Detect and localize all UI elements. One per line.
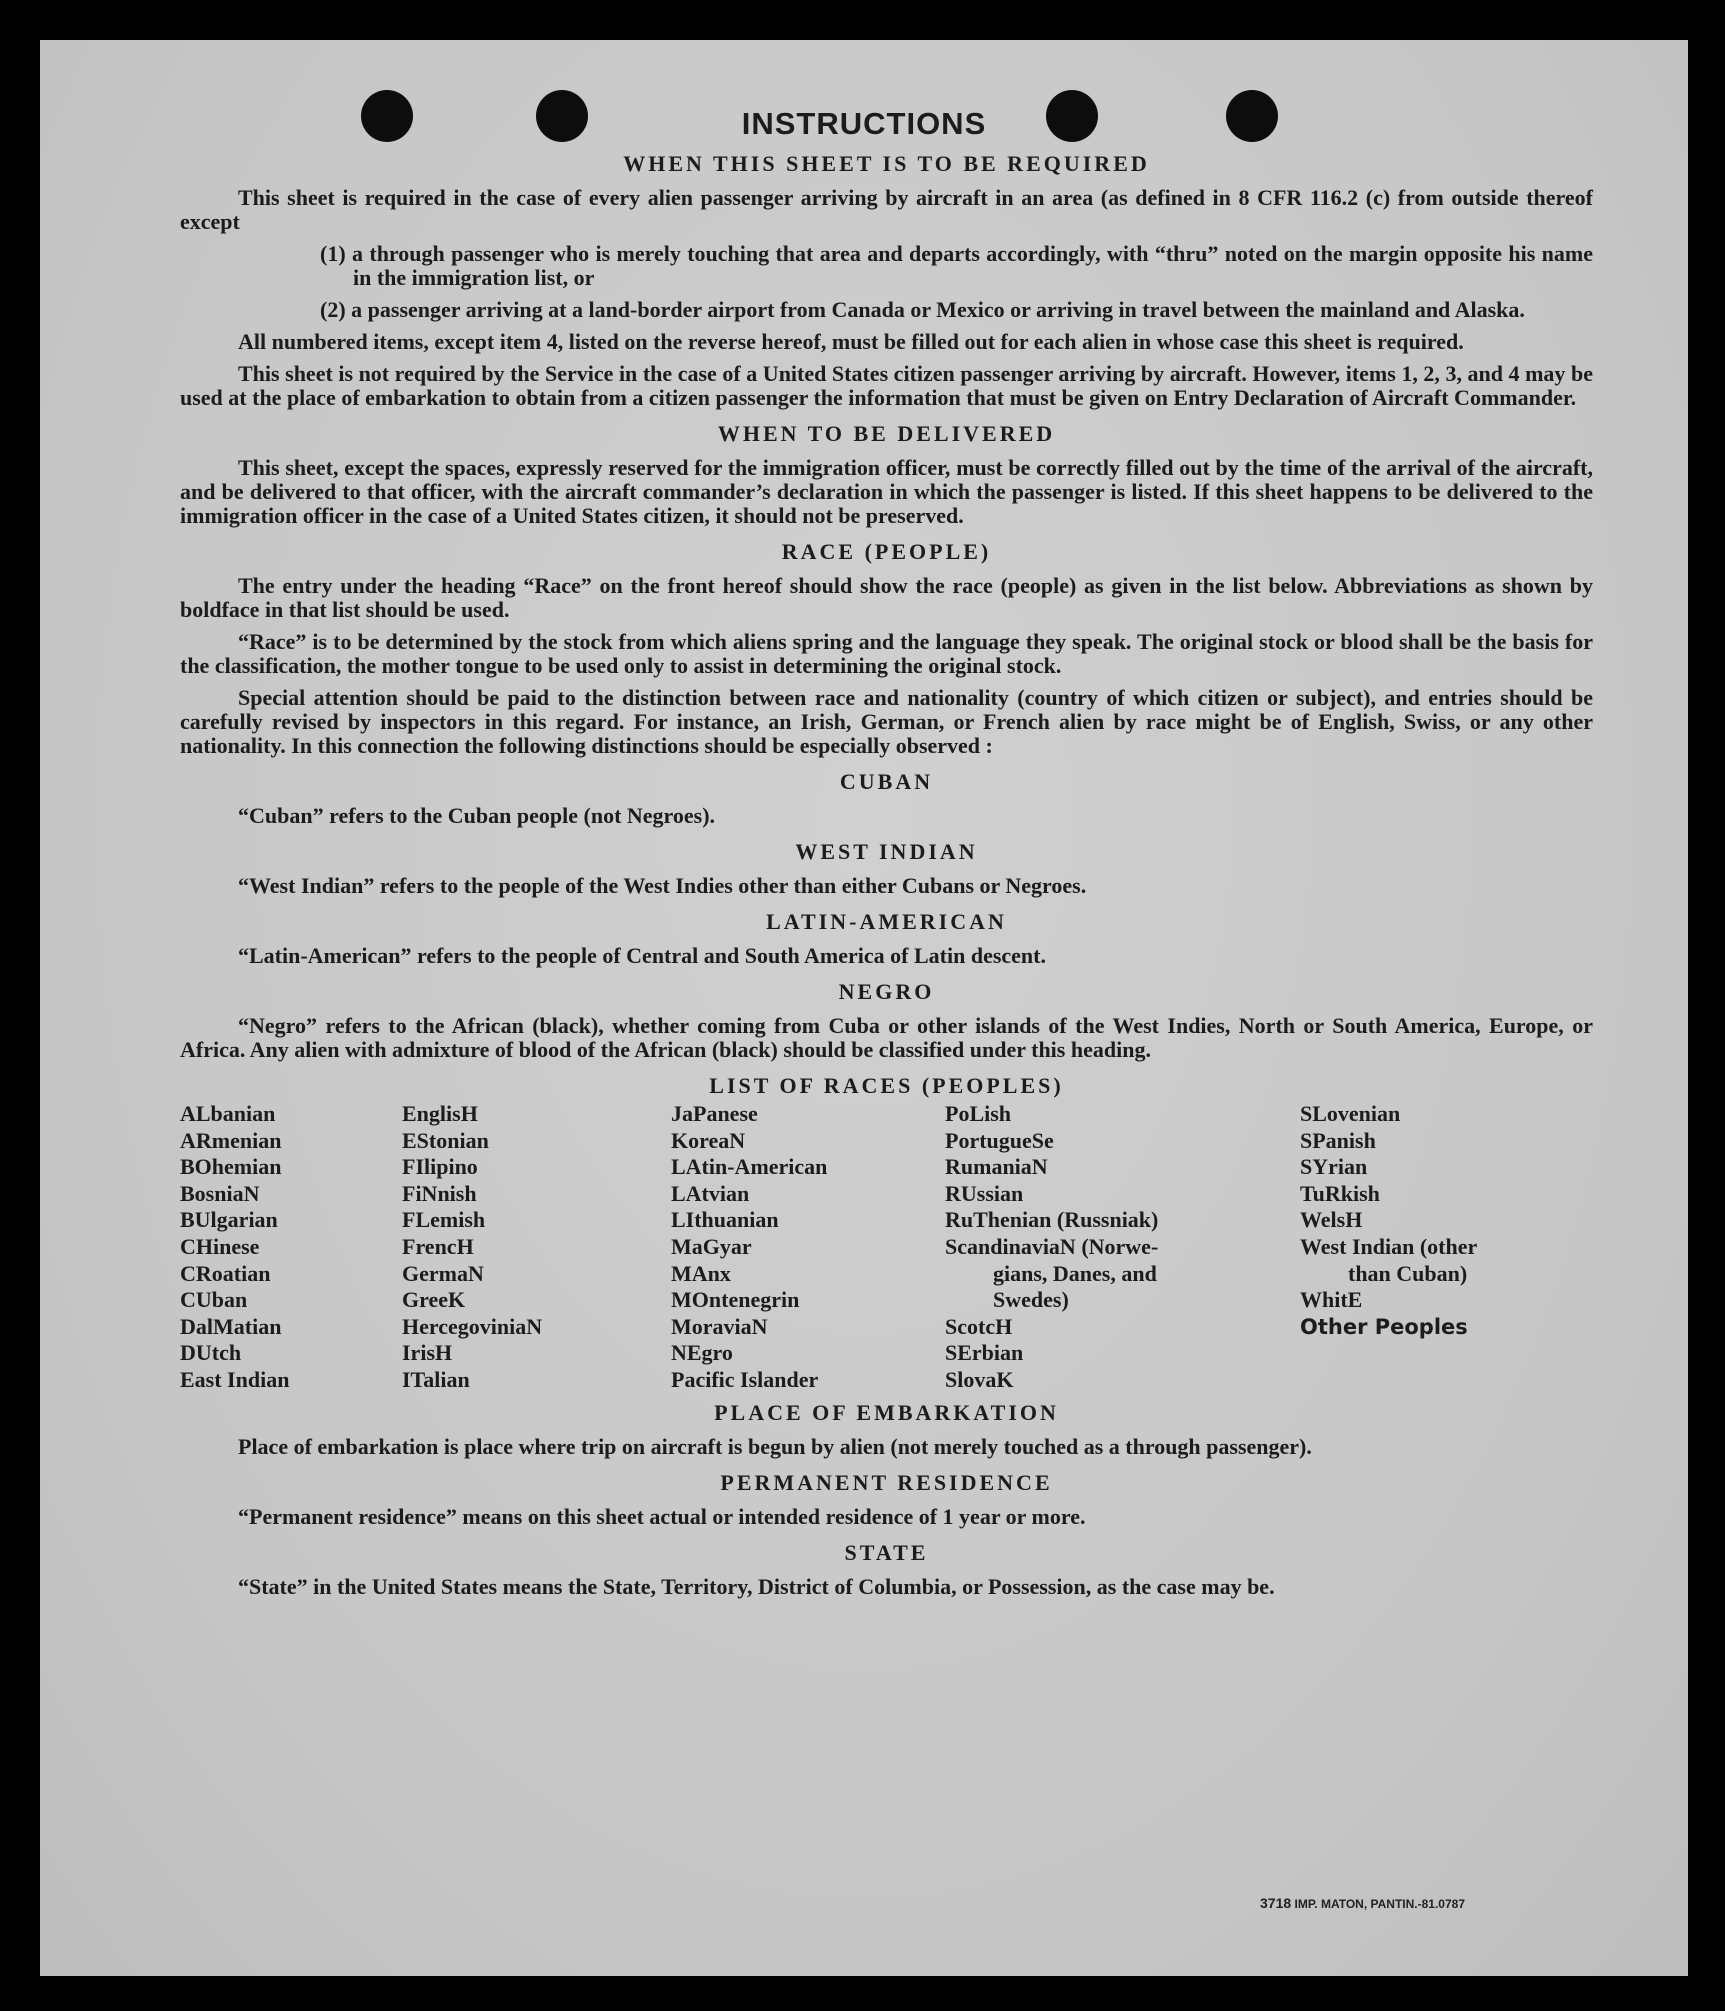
race-entry-continued: gians, Danes, and [993, 1260, 1157, 1286]
heading-delivered: WHEN TO BE DELIVERED [717, 421, 1056, 446]
race-entry: Pacific Islander [671, 1366, 819, 1392]
required-p2: All numbered items, except item 4, listed on the reverse hereof, must be filled out for each alien in whose case this sheet is required. [238, 329, 1464, 354]
races-column [1300, 1102, 1590, 1395]
race-entry: FLemish [402, 1207, 486, 1233]
race-entry: WelsH [1300, 1207, 1363, 1233]
race-entry: BosniaN [180, 1180, 260, 1206]
race-p3: Special attention should be paid to the distinction between race and nationality (country of which citizen or subject), and entries should be carefully revised by inspectors in this regard. For instance, an Irish, German, or French alien by race might be of English, Swiss, or any other nationality. In this connection the following distinctions should be especially observed : [180, 685, 1593, 758]
race-entry: GermaN [402, 1260, 484, 1286]
races-column [402, 1102, 671, 1395]
heading-embarkation: PLACE OF EMBARKATION [714, 1399, 1059, 1425]
race-entry: ScandinaviaN (Norwe- [945, 1233, 1159, 1259]
race-entry: Other Peoples [1300, 1314, 1468, 1339]
race-entry: ITalian [402, 1366, 470, 1392]
required-item-1: (1) a through passenger who is merely touching that area and departs accordingly, with “thru” noted on the margin opposite his name in the immigration list, or [320, 241, 1593, 290]
heading-race: RACE (PEOPLE) [781, 539, 992, 564]
race-entry: WhitE [1300, 1287, 1363, 1313]
required-item-2: (2) a passenger arriving at a land-border airport from Canada or Mexico or arriving in travel between the mainland and Alaska. [320, 297, 1525, 322]
races-column [945, 1102, 1300, 1395]
race-entry: JaPanese [671, 1101, 758, 1126]
race-entry: LAtin-American [671, 1154, 828, 1180]
race-entry: SLovenian [1300, 1101, 1401, 1126]
race-entry: MaGyar [671, 1233, 752, 1259]
embarkation-text: Place of embarkation is place where trip on aircraft is begun by alien (not merely touched as a through passenger). [238, 1433, 1312, 1459]
race-entry: PortugueSe [945, 1127, 1054, 1153]
race-entry: ScotcH [945, 1313, 1013, 1339]
race-entry: RuThenian (Russniak) [945, 1207, 1159, 1233]
races-table [180, 1102, 1593, 1395]
race-entry: SlovaK [945, 1366, 1014, 1392]
race-entry: RUssian [945, 1180, 1024, 1206]
state-text: “State” in the United States means the State, Territory, District of Columbia, or Possession, as the case may be. [238, 1573, 1275, 1599]
heading-required: WHEN THIS SHEET IS TO BE REQUIRED [623, 151, 1150, 176]
race-entry: BUlgarian [180, 1207, 278, 1233]
permanent-residence-text: “Permanent residence” means on this sheet actual or intended residence of 1 year or more. [238, 1503, 1086, 1529]
page-title: INSTRUCTIONS [741, 106, 987, 141]
race-entry-continued: than Cuban) [1348, 1260, 1468, 1286]
race-entry: DalMatian [180, 1313, 282, 1339]
race-p1: The entry under the heading “Race” on the front hereof should show the race (people) as given in the list below. Abbreviations as shown by boldface in that list should be used. [180, 573, 1593, 622]
race-entry: IrisH [402, 1340, 453, 1366]
race-entry: FrencH [402, 1233, 474, 1259]
heading-west-indian: WEST INDIAN [795, 839, 978, 864]
race-entry-continued: Swedes) [993, 1287, 1069, 1313]
race-entry: East Indian [180, 1366, 290, 1392]
race-entry: HercegoviniaN [402, 1313, 543, 1339]
cuban-text: “Cuban” refers to the Cuban people (not Negroes). [238, 803, 716, 828]
races-column [671, 1102, 945, 1395]
race-entry: DUtch [180, 1340, 242, 1366]
required-p3: This sheet is not required by the Service in the case of a United States citizen passenger arriving by aircraft. However, items 1, 2, 3, and 4 may be used at the place of embarkation to obtain from a citizen passenger the information that must be given on Entry Declaration of Aircraft Commander. [180, 361, 1593, 410]
heading-state: STATE [844, 1539, 929, 1565]
race-entry: BOhemian [180, 1154, 282, 1180]
race-entry: NEgro [671, 1340, 733, 1366]
heading-permanent-residence: PERMANENT RESIDENCE [720, 1469, 1053, 1495]
form-number: 3718 [1260, 1895, 1292, 1911]
race-entry: CUban [180, 1287, 248, 1313]
heading-negro: NEGRO [838, 979, 935, 1004]
race-entry: MoraviaN [671, 1313, 768, 1339]
race-entry: EnglisH [402, 1101, 478, 1126]
race-entry: MAnx [671, 1260, 731, 1286]
race-entry: SErbian [945, 1340, 1024, 1366]
race-entry: FIlipino [402, 1154, 478, 1180]
delivered-p1: This sheet, except the spaces, expressly reserved for the immigration officer, must be correctly filled out by the time of the arrival of the aircraft, and be delivered to that officer, with the aircraft commander’s declaration in which the passenger is listed. If this sheet happens to be delivered to the immigration officer in the case of a United States citizen, it should not be preserved. [180, 455, 1593, 528]
race-entry: CHinese [180, 1233, 260, 1259]
race-entry: MOntenegrin [671, 1287, 800, 1313]
race-entry: TuRkish [1300, 1180, 1380, 1206]
document-sheet [40, 40, 1688, 1976]
heading-list-of-races: LIST OF RACES (PEOPLES) [709, 1073, 1064, 1098]
latin-american-text: “Latin-American” refers to the people of Central and South America of Latin descent. [238, 943, 1046, 968]
race-entry: FiNnish [402, 1180, 477, 1206]
instructions-body [180, 152, 1593, 1607]
race-entry: SPanish [1300, 1127, 1376, 1153]
required-p1: This sheet is required in the case of every alien passenger arriving by aircraft in an area (as defined in 8 CFR 116.2 (c) from outside thereof except [180, 185, 1593, 234]
race-entry: RumaniaN [945, 1154, 1048, 1180]
race-entry: LAtvian [671, 1180, 750, 1206]
race-entry: ALbanian [180, 1101, 276, 1126]
race-entry: ARmenian [180, 1127, 282, 1153]
race-entry: EStonian [402, 1127, 489, 1153]
west-indian-text: “West Indian” refers to the people of the West Indies other than either Cubans or Negroes. [238, 873, 1087, 898]
race-entry: SYrian [1300, 1154, 1368, 1180]
race-entry: KoreaN [671, 1127, 746, 1153]
printer-imprint [1260, 1895, 1465, 1911]
race-entry: CRoatian [180, 1260, 271, 1286]
race-entry: GreeK [402, 1287, 466, 1313]
printer-name: IMP. MATON, PANTIN.-81.0787 [1294, 1897, 1465, 1911]
heading-cuban: CUBAN [839, 769, 934, 794]
negro-text: “Negro” refers to the African (black), whether coming from Cuba or other islands of the West Indies, North or South America, Europe, or Africa. Any alien with admixture of blood of the African (black) should be classified under this heading. [180, 1013, 1593, 1062]
race-entry: PoLish [945, 1101, 1012, 1126]
race-entry: LIthuanian [671, 1207, 779, 1233]
race-p2: “Race” is to be determined by the stock from which aliens spring and the language they speak. The original stock or blood shall be the basis for the classification, the mother tongue to be used only to assist in determining the original stock. [180, 629, 1593, 678]
races-column [180, 1102, 402, 1395]
heading-latin-american: LATIN-AMERICAN [766, 909, 1007, 934]
race-entry: West Indian (other [1300, 1233, 1478, 1259]
